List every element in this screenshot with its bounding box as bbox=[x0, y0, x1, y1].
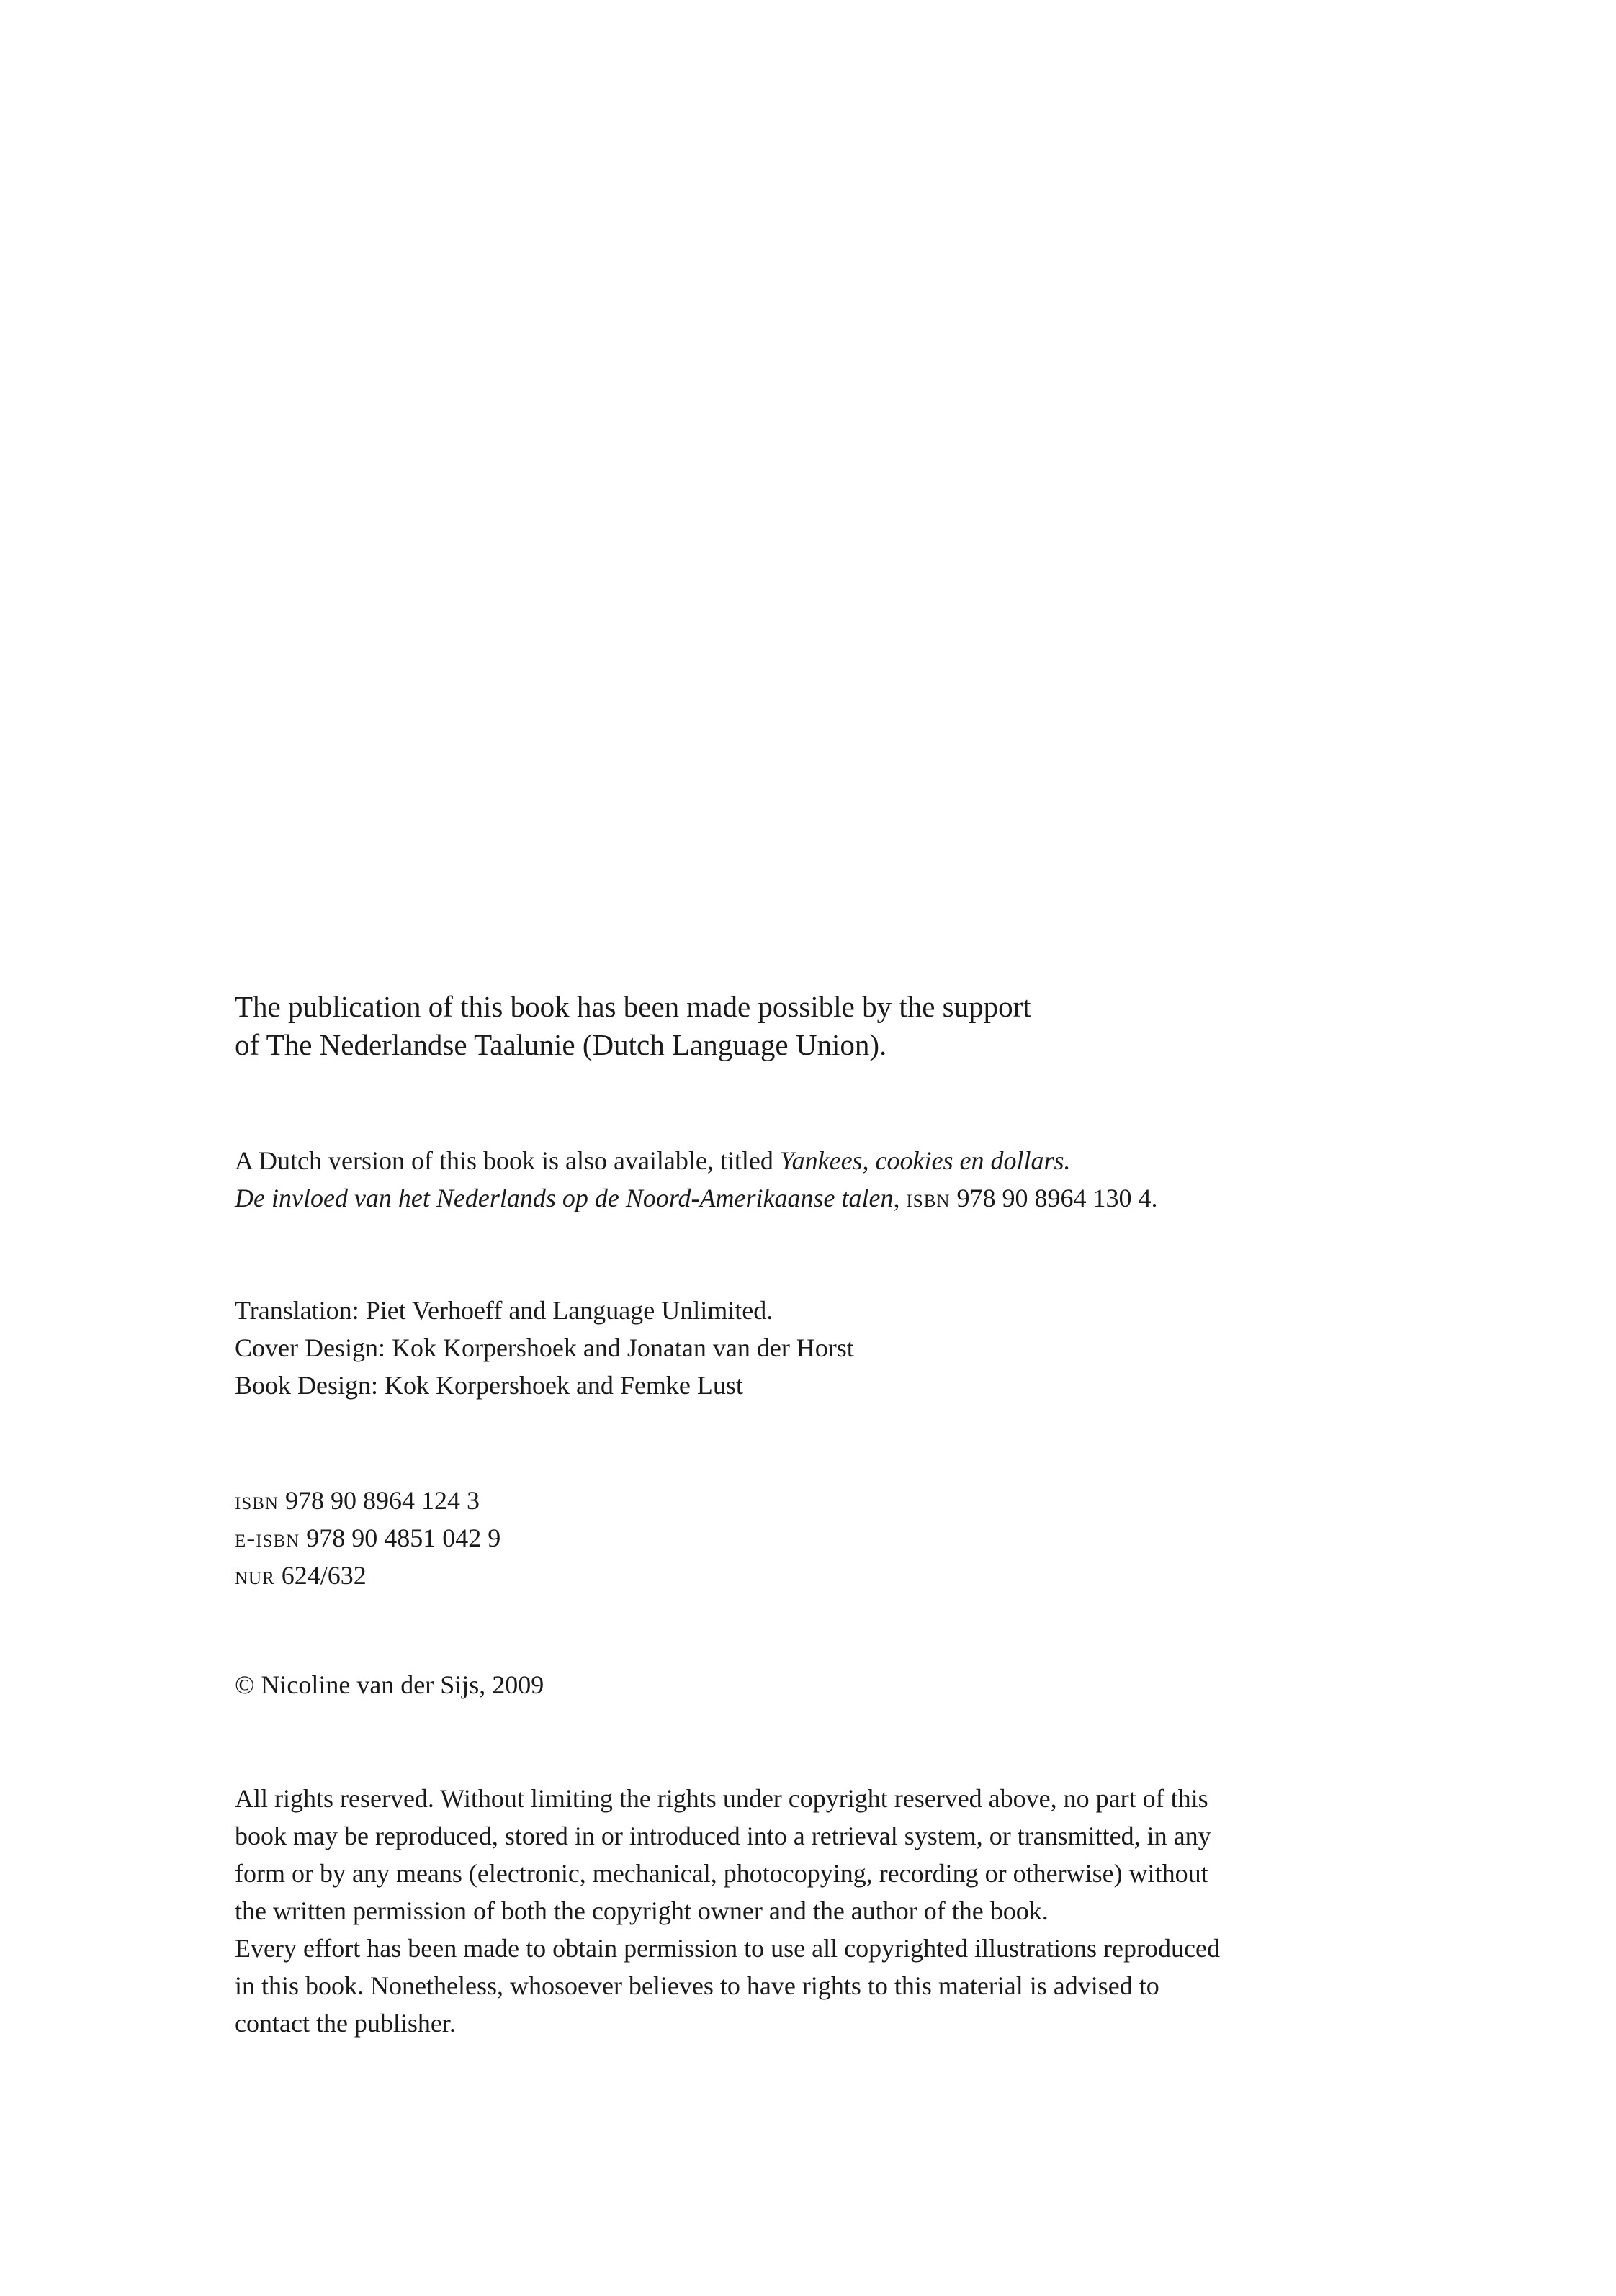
nur-value: 624/632 bbox=[274, 1561, 367, 1590]
dutch-title-part-1: Yankees, cookies en dollars. bbox=[779, 1146, 1071, 1175]
rights-line: the written permission of both the copyright owner and the author of the book. bbox=[235, 1896, 1049, 1925]
dutch-title-part-2: De invloed van het Nederlands op de Noord-Amerikaanse talen bbox=[235, 1184, 894, 1212]
isbn-value: 978 90 8964 124 3 bbox=[278, 1486, 480, 1515]
nur-label: nur bbox=[235, 1561, 275, 1590]
copyright-line: © Nicoline van der Sijs, 2009 bbox=[235, 1670, 544, 1699]
support-notice bbox=[235, 988, 1171, 1064]
rights-line: Every effort has been made to obtain permission to use all copyrighted illustrations reproduced bbox=[235, 1934, 1220, 1963]
rights-line: in this book. Nonetheless, whosoever believes to have rights to this material is advised to bbox=[235, 1971, 1159, 2000]
isbn-label: isbn bbox=[235, 1486, 279, 1515]
dutch-version-intro: A Dutch version of this book is also available, titled bbox=[235, 1146, 780, 1175]
dutch-isbn-label: isbn bbox=[906, 1184, 951, 1212]
eisbn-label: e-isbn bbox=[235, 1523, 300, 1552]
rights-line: form or by any means (electronic, mechanical, photocopying, recording or otherwise) without bbox=[235, 1859, 1208, 1888]
eisbn-line bbox=[235, 1519, 883, 1557]
rights-line: book may be reproduced, stored in or introduced into a retrieval system, or transmitted, in any bbox=[235, 1822, 1211, 1850]
rights-line: contact the publisher. bbox=[235, 2009, 456, 2038]
support-line-2: of The Nederlandse Taalunie (Dutch Language Union). bbox=[235, 1028, 887, 1061]
eisbn-value: 978 90 4851 042 9 bbox=[300, 1523, 501, 1552]
dutch-version-line-1 bbox=[235, 1142, 1315, 1179]
identifiers bbox=[235, 1482, 883, 1594]
rights-line: All rights reserved. Without limiting the rights under copyright reserved above, no part of this bbox=[235, 1784, 1208, 1813]
dutch-version-line-2 bbox=[235, 1179, 1315, 1217]
book-design-credit: Book Design: Kok Korpershoek and Femke Lust bbox=[235, 1371, 743, 1400]
copyright-notice bbox=[235, 1666, 883, 1703]
support-line-1: The publication of this book has been made possible by the support bbox=[235, 990, 1031, 1023]
cover-design-credit: Cover Design: Kok Korpershoek and Jonatan van der Horst bbox=[235, 1333, 854, 1362]
dutch-isbn-separator: , bbox=[893, 1184, 907, 1212]
isbn-line bbox=[235, 1482, 883, 1519]
dutch-isbn-value: 978 90 8964 130 4. bbox=[950, 1184, 1158, 1212]
dutch-version-notice bbox=[235, 1142, 1315, 1217]
nur-line bbox=[235, 1557, 883, 1594]
rights-notice bbox=[235, 1780, 1329, 2042]
credits bbox=[235, 1292, 1171, 1404]
translation-credit: Translation: Piet Verhoeff and Language Unlimited. bbox=[235, 1296, 773, 1325]
